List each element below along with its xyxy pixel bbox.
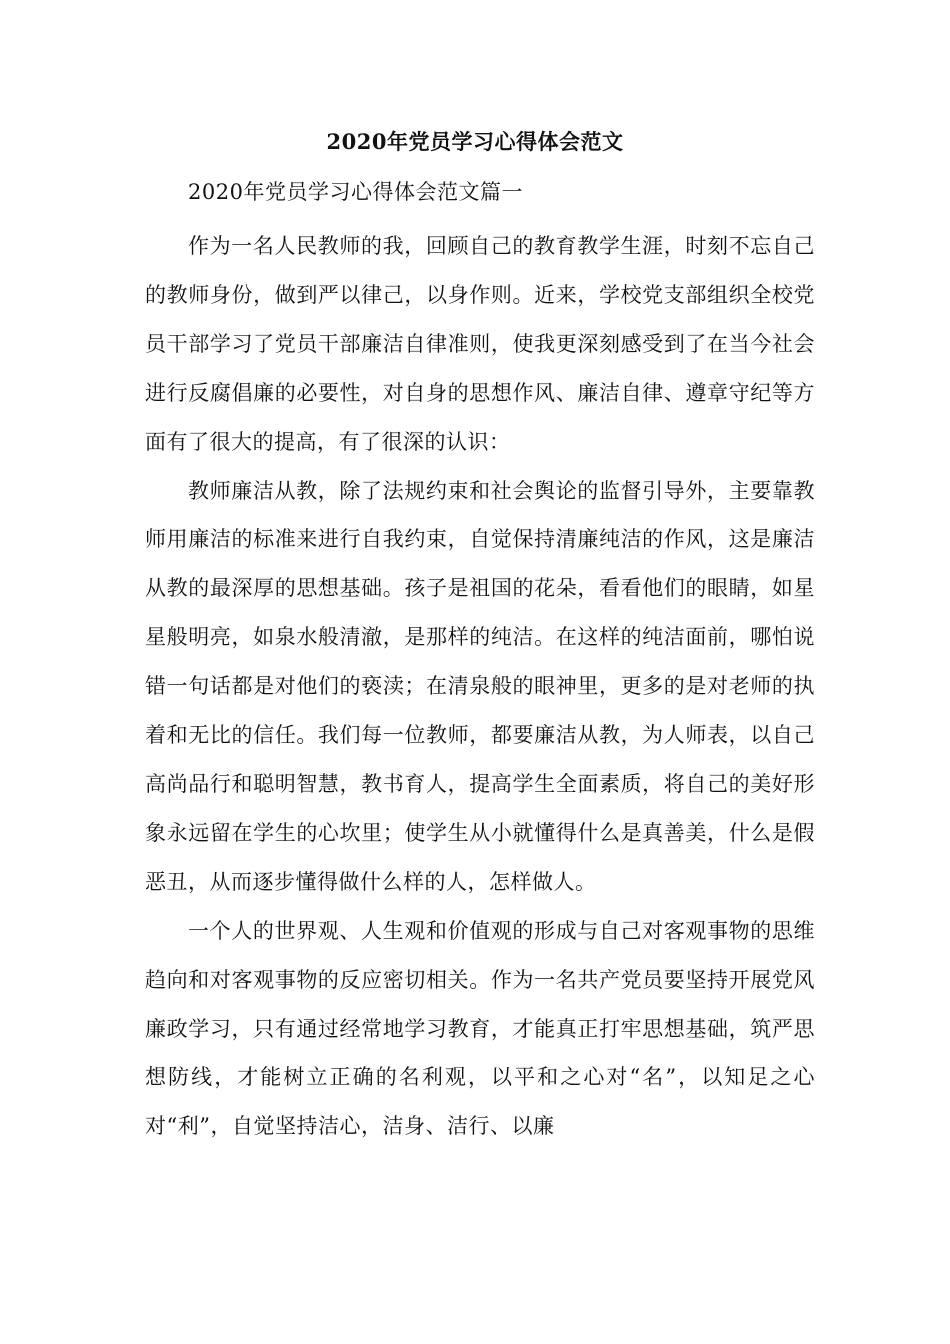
paragraph-3: 一个人的世界观、人生观和价值观的形成与自己对客观事物的思维趋向和对客观事物的反应密切相关。作为一名共产党员要坚持开展党风廉政学习，只有通过经常地学习教育，才能真正打牢思想基础，筑严思想防线，才能树立正确的名利观，以平和之心对“名”，以知足之心对“利”，自觉坚持洁心，洁身、洁行、以廉 xyxy=(145,918,815,1139)
document-title: 2020年党员学习心得体会范文 xyxy=(326,129,624,154)
paragraph-2: 教师廉洁从教，除了法规约束和社会舆论的监督引导外，主要靠教师用廉洁的标准来进行自我约束，自觉保持清廉纯洁的作风，这是廉洁从教的最深厚的思想基础。孩子是祖国的花朵，看看他们的眼睛，如星星般明亮，如泉水般清澈，是那样的纯洁。在这样的纯洁面前，哪怕说错一句话都是对他们的亵渎；在清泉般的眼神里，更多的是对老师的执着和无比的信任。我们每一位教师，都要廉洁从教，为人师表，以自己高尚品行和聪明智慧，教书育人，提高学生全面素质，将自己的美好形象永远留在学生的心坎里；使学生从小就懂得什么是真善美，什么是假恶丑，从而逐步懂得做什么样的人，怎样做人。 xyxy=(145,478,815,894)
document-body xyxy=(145,222,815,1151)
section-subtitle: 2020年党员学习心得体会范文篇一 xyxy=(188,180,523,204)
paragraph-1: 作为一名人民教师的我，回顾自己的教育教学生涯，时刻不忘自己的教师身份，做到严以律己，以身作则。近来，学校党支部组织全校党员干部学习了党员干部廉洁自律准则，使我更深刻感受到了在当今社会进行反腐倡廉的必要性，对自身的思想作风、廉洁自律、遵章守纪等方面有了很大的提高，有了很深的认识： xyxy=(145,234,815,454)
